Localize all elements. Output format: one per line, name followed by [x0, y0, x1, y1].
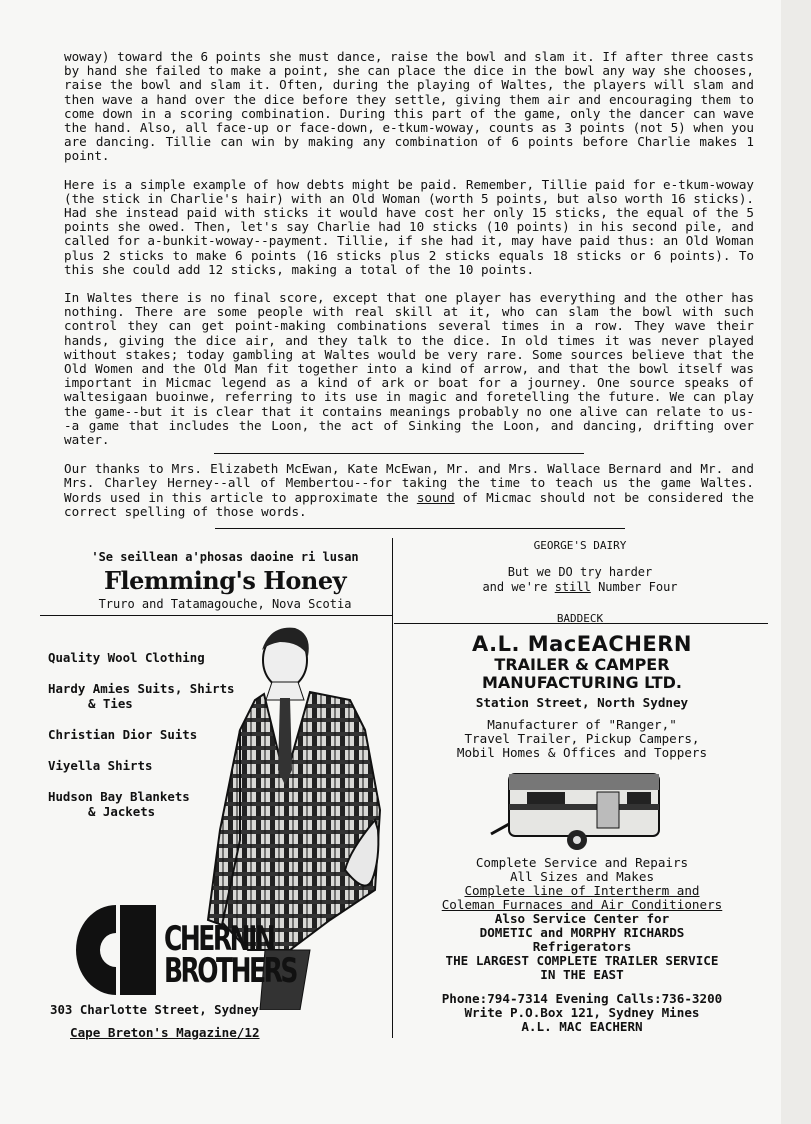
dairy-town: BADDECK	[556, 612, 604, 625]
trailer-signer: A.L. MAC EACHERN	[521, 1019, 643, 1034]
trailer-service-line: Complete line of Intertherm and	[464, 883, 700, 898]
chernin-brand-line2: BROTHERS	[164, 951, 296, 991]
chernin-brand-line1: CHERNIN	[164, 919, 274, 959]
dairy-line1: But we DO try harder	[507, 565, 653, 579]
paragraph-thanks	[64, 462, 754, 519]
paragraph-debts: Here is a simple example of how debts might be paid. Remember, Tillie paid for e-tkum-woway (the stick in Charlie's hair) with an Old Woman (worth 5 points, but also worth 16 sticks). Had she instead paid with sticks it would have cost her only 15 sticks, the equal of the 5 points she owed. Then, let's say Charlie had 10 sticks (10 points) in his second pile, and called for a-bunkit-woway--payment. Tillie, if she had it, may have paid thus: an Old Woman plus 2 sticks to make 6 points (16 sticks plus 2 sticks equals 18 sticks or 6 points). To this she could add 12 sticks, making a total of the 10 points.	[64, 176, 754, 277]
dairy-line2-b: Number Four	[598, 580, 678, 594]
advertisement-section	[40, 530, 768, 1060]
trailer-service-line: IN THE EAST	[540, 967, 624, 982]
trailer-maker-line: Manufacturer of "Ranger,"	[487, 717, 677, 732]
trailer-service-line: THE LARGEST COMPLETE TRAILER SERVICE	[445, 953, 719, 968]
clothing-item: Christian Dior Suits	[48, 727, 198, 742]
chernin-logo	[76, 905, 296, 995]
dairy-line2-a: and we're	[482, 580, 548, 594]
ads-left-divider	[40, 615, 392, 616]
ads-top-rule	[215, 528, 625, 529]
trailer-brand-line2: TRAILER & CAMPER	[494, 655, 670, 674]
trailer-phone: Phone:794-7314 Evening Calls:736-3200	[441, 991, 723, 1006]
article-body	[64, 50, 754, 533]
trailer-ad	[400, 632, 764, 1034]
trailer-service-line: DOMETIC and MORPHY RICHARDS	[479, 925, 685, 940]
separator-line	[214, 453, 584, 454]
thanks-text-b: of Micmac should not be considered the correct spelling of those words.	[64, 489, 754, 519]
clothing-item-line: & Ties	[88, 696, 133, 711]
trailer-brand-line3: MANUFACTURING LTD.	[482, 673, 682, 692]
clothing-item: Viyella Shirts	[48, 758, 153, 773]
paragraph-no-final-score: In Waltes there is no final score, except that one player has everything and the other has nothing. There are some people with real skill at it, who can slam the bowl with such control they can get point-making combinations several times in a row. They wave their hands, giving the dice air, and they talk to the dice. In old times it was never played without stakes; today gambling at Waltes would be very rare. Some sources believe that the Old Women and the Old Man fit together into a kind of arrow, and that the bowl itself was important in Micmac legend as a kind of ark or boat for a journey. One source speaks of waltesigaan buoinwe, referring to its use in magic and foretelling the future. We can play the game--but it is clear that it contains meanings probably no one alive can relate to us--a game that includes the Loon, the act of Sinking the Loon, and dancing, drifting over water.	[64, 290, 754, 448]
trailer-mail-address: Write P.O.Box 121, Sydney Mines	[464, 1005, 700, 1020]
dairy-line2	[400, 580, 760, 595]
chernin-address: 303 Charlotte Street, Sydney	[50, 1002, 259, 1017]
clothing-item-line: & Jackets	[88, 804, 156, 819]
trailer-service-line: Complete Service and Repairs	[475, 855, 689, 870]
trailer-service-line: Also Service Center for	[494, 911, 670, 926]
page-footer: Cape Breton's Magazine/12	[70, 1025, 260, 1040]
trailer-maker-line: Travel Trailer, Pickup Campers,	[464, 731, 700, 746]
travel-trailer-illustration	[487, 764, 677, 854]
trailer-service-line: Coleman Furnaces and Air Conditioners	[441, 897, 723, 912]
paragraph-dancing: woway) toward the 6 points she must dance, raise the bowl and slam it. If after three casts by hand she failed to make a point, she can place the dice in the bowl any way she chooses, raise the bowl and slam it. Often, during the playing of Waltes, the players will slam and then wave a hand over the dice before they settle, giving them air and encouraging them to come down in a scoring combination. During this part of the game, only the dancer can wave the hand. Also, all face-up or face-down, e-tkum-woway, counts as 3 points (not 5) when you are dancing. Tillie can win by making any combination of 6 points before Charlie makes 1 point.	[64, 49, 754, 164]
trailer-station: Station Street, North Sydney	[475, 695, 689, 710]
dairy-ad	[400, 538, 760, 626]
honey-location: Truro and Tatamagouche, Nova Scotia	[98, 597, 352, 611]
thanks-text-a: Our thanks to Mrs. Elizabeth McEwan, Kate McEwan, Mr. and Mrs. Wallace Bernard and Mr. and Mrs. Charley Herney--all of Membertou--for taking the time to teach us the game Waltes. Words used in this article to approximate the	[64, 461, 754, 505]
dairy-name: GEORGE'S DAIRY	[533, 539, 627, 552]
clothing-item-line: Hardy Amies Suits, Shirts	[48, 681, 235, 696]
trailer-maker-line: Mobil Homes & Offices and Toppers	[456, 745, 708, 760]
ads-vertical-divider	[392, 538, 393, 1038]
trailer-service-line: Refrigerators	[532, 939, 632, 954]
clothing-item-line: Hudson Bay Blankets	[48, 789, 190, 804]
honey-brand: Flemming's Honey	[103, 566, 347, 595]
trailer-service-line: All Sizes and Makes	[509, 869, 655, 884]
clothing-item: Quality Wool Clothing	[48, 650, 205, 665]
honey-gaelic-slogan: 'Se seillean a'phosas daoine ri lusan	[91, 550, 359, 564]
thanks-underlined-word: sound	[416, 489, 455, 505]
dairy-line2-underlined: still	[554, 580, 591, 594]
trailer-brand-name: A.L. MacEACHERN	[472, 632, 692, 656]
page-edge	[781, 0, 811, 1124]
honey-ad	[60, 550, 390, 611]
chernin-cb-logo-icon	[76, 905, 156, 995]
